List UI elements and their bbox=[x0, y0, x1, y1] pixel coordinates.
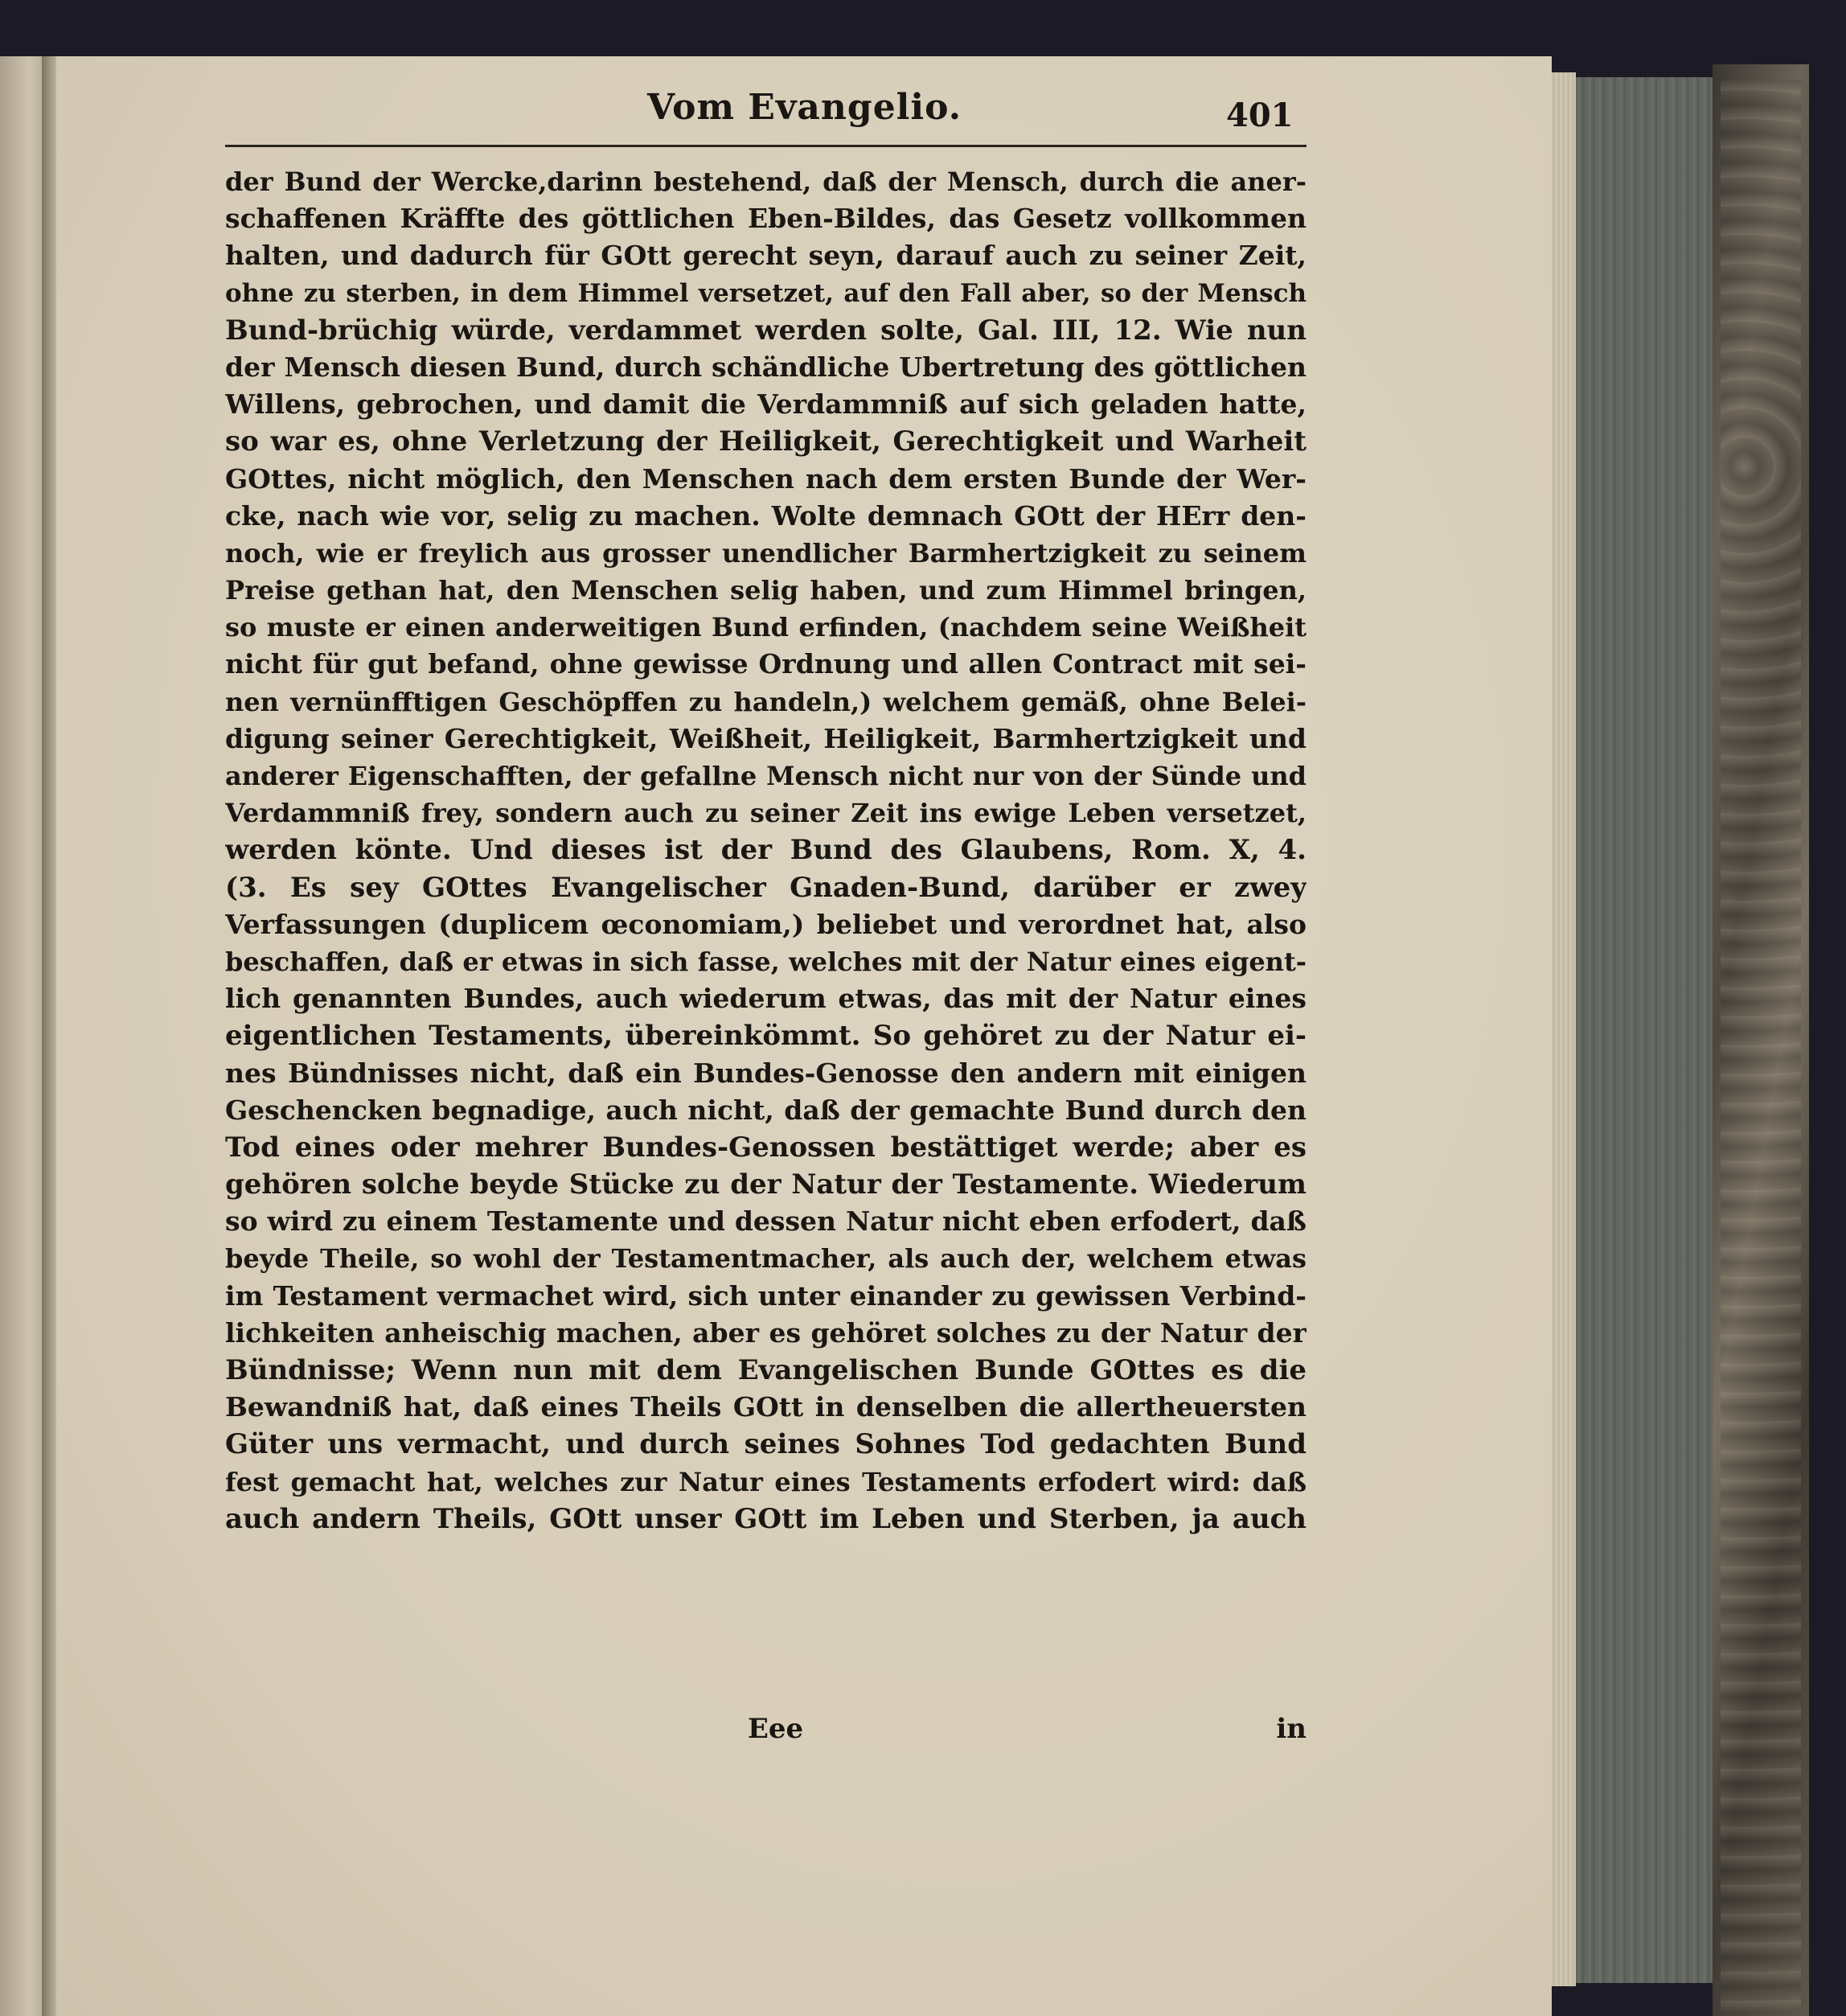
marbled-pattern bbox=[1721, 80, 1801, 2010]
text-line: Willens, gebrochen, und damit die Verdammniß auf sich geladen hatte, bbox=[225, 388, 1307, 421]
text-line: so muste er einen anderweitigen Bund erfinden, (nachdem seine Weißheit bbox=[225, 612, 1307, 643]
text-line: nes Bündnisses nicht, daß ein Bundes-Genosse den andern mit einigen bbox=[225, 1057, 1307, 1089]
catchword: in bbox=[1276, 1713, 1307, 1745]
facing-page-edge bbox=[0, 56, 48, 2016]
text-line: nicht für gut befand, ohne gewisse Ordnung und allen Contract mit sei- bbox=[225, 648, 1307, 680]
text-line: eigentlichen Testaments, übereinkömmt. So gehöret zu der Natur ei- bbox=[225, 1020, 1307, 1053]
page-footer bbox=[225, 1713, 1307, 1753]
text-line: cke, nach wie vor, selig zu machen. Wolte demnach GOtt der HErr den- bbox=[225, 499, 1307, 532]
page-content bbox=[225, 80, 1307, 1745]
text-line: Tod eines oder mehrer Bundes-Genossen bestättiget werde; aber es bbox=[225, 1131, 1307, 1164]
text-block-edge bbox=[1576, 77, 1713, 1983]
text-line: Bund-brüchig würde, verdammet werden solte, Gal. III, 12. Wie nun bbox=[225, 314, 1307, 347]
text-line: fest gemacht hat, welches zur Natur eines Testaments erfodert wird: daß bbox=[225, 1466, 1307, 1497]
page-number: 401 bbox=[1226, 96, 1294, 134]
text-line: Bündnisse; Wenn nun mit dem Evangelischen Bunde GOttes es die bbox=[225, 1354, 1307, 1386]
text-line: so war es, ohne Verletzung der Heiligkeit, Gerechtigkeit und Warheit bbox=[225, 425, 1307, 458]
text-line: Verfassungen (duplicem œconomiam,) beliebet und verordnet hat, also bbox=[225, 908, 1307, 940]
text-line: gehören solche beyde Stücke zu der Natur der Testamente. Wiederum bbox=[225, 1168, 1307, 1201]
text-line: digung seiner Gerechtigkeit, Weißheit, Heiligkeit, Barmhertzigkeit und bbox=[225, 722, 1307, 754]
text-line: so wird zu einem Testamente und dessen Natur nicht eben erfodert, daß bbox=[225, 1205, 1307, 1238]
text-line: GOttes, nicht möglich, den Menschen nach dem ersten Bunde der Wer- bbox=[225, 462, 1307, 495]
text-line: halten, und dadurch für GOtt gerecht seyn, darauf auch zu seiner Zeit, bbox=[225, 240, 1307, 272]
text-line: anderer Eigenschafften, der gefallne Mensch nicht nur von der Sünde und bbox=[225, 761, 1307, 791]
text-line: nen vernünfftigen Geschöpffen zu handeln,) welchem gemäß, ohne Belei- bbox=[225, 686, 1307, 717]
page-block-edge bbox=[1552, 72, 1576, 1986]
body-text bbox=[225, 163, 1307, 1538]
text-line: noch, wie er freylich aus grosser unendlicher Barmhertzigkeit zu seinem bbox=[225, 537, 1307, 569]
text-line: Bewandniß hat, daß eines Theils GOtt in denselben die allertheuersten bbox=[225, 1391, 1307, 1423]
text-line: ohne zu sterben, in dem Himmel versetzet, auf den Fall aber, so der Mensch bbox=[225, 278, 1307, 308]
text-line: der Mensch diesen Bund, durch schändliche Ubertretung des göttlichen bbox=[225, 351, 1307, 383]
header-rule bbox=[225, 145, 1307, 147]
text-line: (3. Es sey GOttes Evangelischer Gnaden-Bund, darüber er zwey bbox=[225, 871, 1307, 904]
text-line: lich genannten Bundes, auch wiederum etwas, das mit der Natur eines bbox=[225, 983, 1307, 1015]
text-line: lichkeiten anheischig machen, aber es gehöret solches zu der Natur der bbox=[225, 1316, 1307, 1349]
text-line: schaffenen Kräffte des göttlichen Eben-Bildes, das Gesetz vollkommen bbox=[225, 203, 1307, 235]
text-line: Güter uns vermacht, und durch seines Sohnes Tod gedachten Bund bbox=[225, 1428, 1307, 1461]
text-line: auch andern Theils, GOtt unser GOtt im Leben und Sterben, ja auch bbox=[225, 1502, 1307, 1535]
signature-mark: Eee bbox=[748, 1713, 804, 1745]
text-line: im Testament vermachet wird, sich unter einander zu gewissen Verbind- bbox=[225, 1279, 1307, 1312]
text-line: beyde Theile, so wohl der Testamentmacher, als auch der, welchem etwas bbox=[225, 1243, 1307, 1275]
text-line: werden könte. Und dieses ist der Bund des Glaubens, Rom. X, 4. bbox=[225, 834, 1307, 867]
text-line: der Bund der Wercke,darinn bestehend, daß der Mensch, durch die aner- bbox=[225, 166, 1307, 197]
text-line: Preise gethan hat, den Menschen selig haben, und zum Himmel bringen, bbox=[225, 575, 1307, 606]
running-head bbox=[225, 80, 1307, 137]
text-line: Geschencken begnadige, auch nicht, daß der gemachte Bund durch den bbox=[225, 1094, 1307, 1126]
text-line: beschaffen, daß er etwas in sich fasse, welches mit der Natur eines eigent- bbox=[225, 946, 1307, 977]
text-line: Verdammniß frey, sondern auch zu seiner Zeit ins ewige Leben versetzet, bbox=[225, 798, 1307, 829]
running-title: Vom Evangelio. bbox=[647, 87, 962, 128]
